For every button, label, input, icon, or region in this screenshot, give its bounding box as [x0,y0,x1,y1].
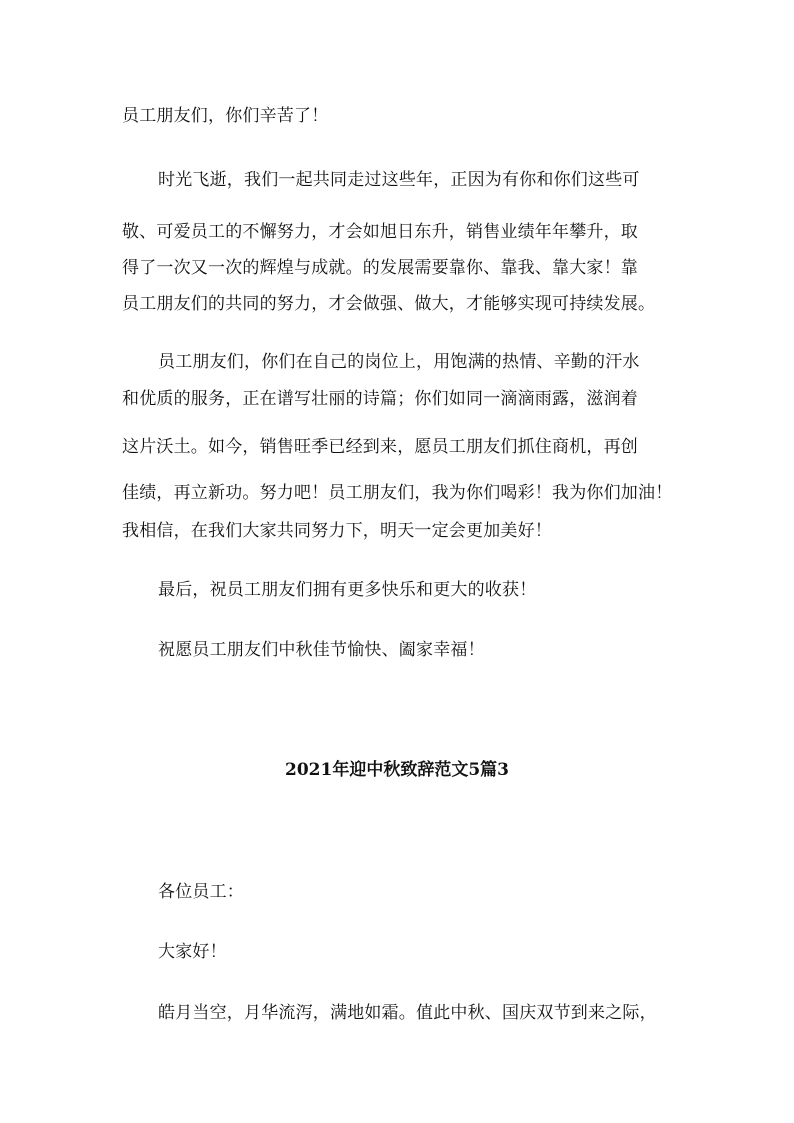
paragraph-line: 和优质的服务，正在谱写壮丽的诗篇；你们如同一滴滴雨露，滋润着 [122,389,638,409]
paragraph-line: 敬、可爱员工的不懈努力，才会如旭日东升，销售业绩年年攀升，取 [122,222,638,242]
section-title: 2021年迎中秋致辞范文5篇3 [285,760,509,780]
paragraph-line: 各位员工： [158,882,244,902]
paragraph-line: 时光飞逝，我们一起共同走过这些年，正因为有你和你们这些可 [158,170,640,190]
paragraph-line: 得了一次又一次的辉煌与成就。的发展需要靠你、靠我、靠大家！靠 [122,258,638,278]
paragraph-line: 员工朋友们，你们在自己的岗位上，用饱满的热情、辛勤的汗水 [158,352,640,372]
paragraph-line: 这片沃土。如今，销售旺季已经到来，愿员工朋友们抓住商机，再创 [122,437,638,457]
paragraph-line: 大家好！ [158,942,227,962]
paragraph-line: 祝愿员工朋友们中秋佳节愉快、阖家幸福！ [158,640,485,660]
paragraph-line: 员工朋友们的共同的努力，才会做强、做大，才能够实现可持续发展。 [122,294,656,314]
paragraph-line: 员工朋友们，你们辛苦了！ [122,106,329,126]
paragraph-line: 佳绩，再立新功。努力吧！员工朋友们，我为你们喝彩！我为你们加油！ [122,483,673,503]
paragraph-line: 最后，祝员工朋友们拥有更多快乐和更大的收获！ [158,580,537,600]
paragraph-line: 皓月当空，月华流泻，满地如霜。值此中秋、国庆双节到来之际， [158,1003,657,1023]
paragraph-line: 我相信，在我们大家共同努力下，明天一定会更加美好！ [122,521,552,541]
